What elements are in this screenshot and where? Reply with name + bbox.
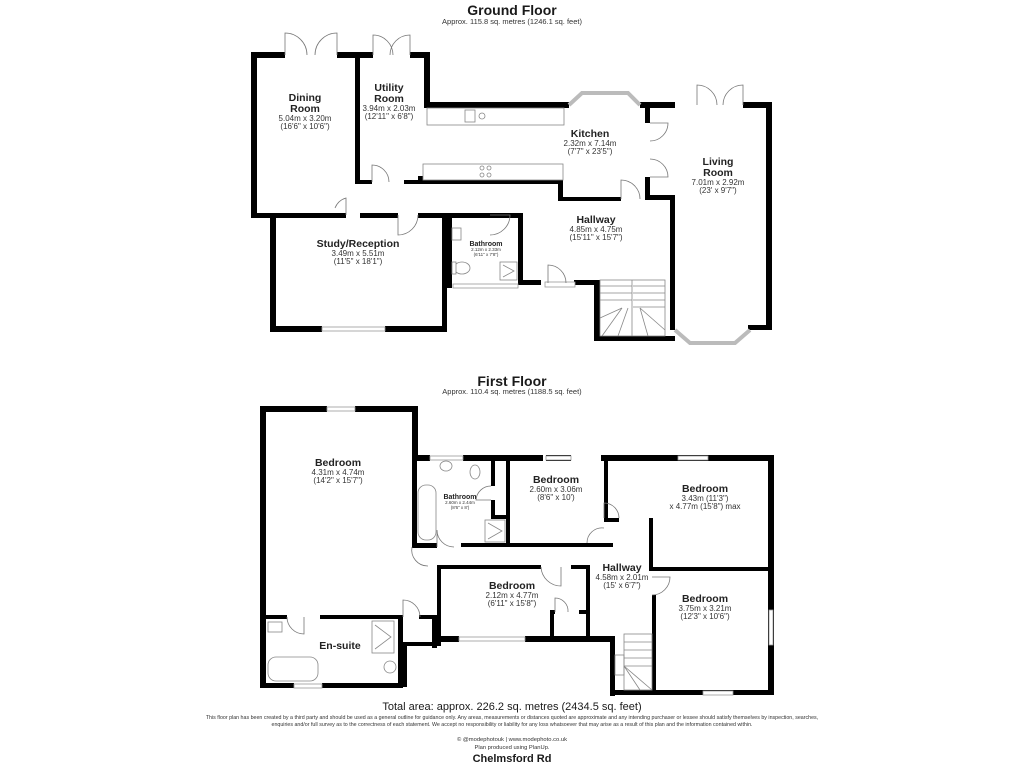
room-ensuite: En-suite bbox=[319, 640, 361, 652]
room-hallway-ground: Hallway 4.85m x 4.75m (15'11" x 15'7") bbox=[569, 214, 623, 243]
ground-floor-area: Approx. 115.8 sq. metres (1246.1 sq. feet) bbox=[442, 17, 582, 26]
ground-stairs bbox=[600, 280, 665, 336]
room-bathroom-first: Bathroom 2.60m x 2.44m (8'6" x 8') bbox=[443, 494, 477, 511]
room-utility: Utility Room 3.94m x 2.03m (12'11" x 6'8") bbox=[362, 82, 416, 122]
property-address: Chelmsford Rd bbox=[472, 753, 552, 765]
ground-floor-title: Ground Floor bbox=[467, 2, 557, 18]
room-hallway-first: Hallway 4.58m x 2.01m (15' x 6'7") bbox=[595, 562, 649, 591]
total-area: Total area: approx. 226.2 sq. metres (2434.5 sq. feet) bbox=[382, 701, 642, 713]
room-bedroom-2: Bedroom 2.60m x 3.06m (8'6" x 10') bbox=[529, 474, 583, 503]
first-floor-area: Approx. 110.4 sq. metres (1188.5 sq. feet) bbox=[442, 387, 582, 396]
room-living: Living Room 7.01m x 2.92m (23' x 9'7") bbox=[691, 156, 745, 196]
disclaimer: This floor plan has been created by a third party and should be used as a general outline for guidance only. Any areas, measurements or distances quoted are approximate and any intending purchaser or lessee should satisfy themselves by inspection, searches, enquiries and/or full survey as to the correctness of each statement. We accept no responsibility or liability for any loss whatsoever that may arise as a result of this plan and the information contained within. bbox=[205, 715, 819, 728]
first-floor-title: First Floor bbox=[477, 373, 547, 389]
room-master-bedroom: Bedroom 4.31m x 4.74m (14'2" x 15'7") bbox=[311, 457, 365, 486]
room-dining: Dining Room 5.04m x 3.20m (16'6" x 10'6") bbox=[278, 92, 332, 132]
room-bedroom-5: Bedroom 3.75m x 3.21m (12'3" x 10'6") bbox=[678, 593, 732, 622]
first-floor-stairs bbox=[615, 634, 652, 690]
credit: © @modephotouk | www.modephoto.co.uk Plan produced using PlanUp. bbox=[457, 737, 567, 751]
room-study: Study/Reception 3.49m x 5.51m (11'5" x 18'1") bbox=[316, 238, 400, 267]
first-floor-walls bbox=[260, 406, 774, 696]
room-bedroom-4: Bedroom 2.12m x 4.77m (6'11" x 15'8") bbox=[485, 580, 539, 609]
room-bedroom-3: Bedroom 3.43m (11'3") x 4.77m (15'8") max bbox=[669, 483, 741, 512]
room-bathroom-ground: Bathroom 2.12m x 2.33m (6'11" x 7'8") bbox=[469, 241, 503, 258]
room-kitchen: Kitchen 2.32m x 7.14m (7'7" x 23'5") bbox=[563, 128, 617, 157]
